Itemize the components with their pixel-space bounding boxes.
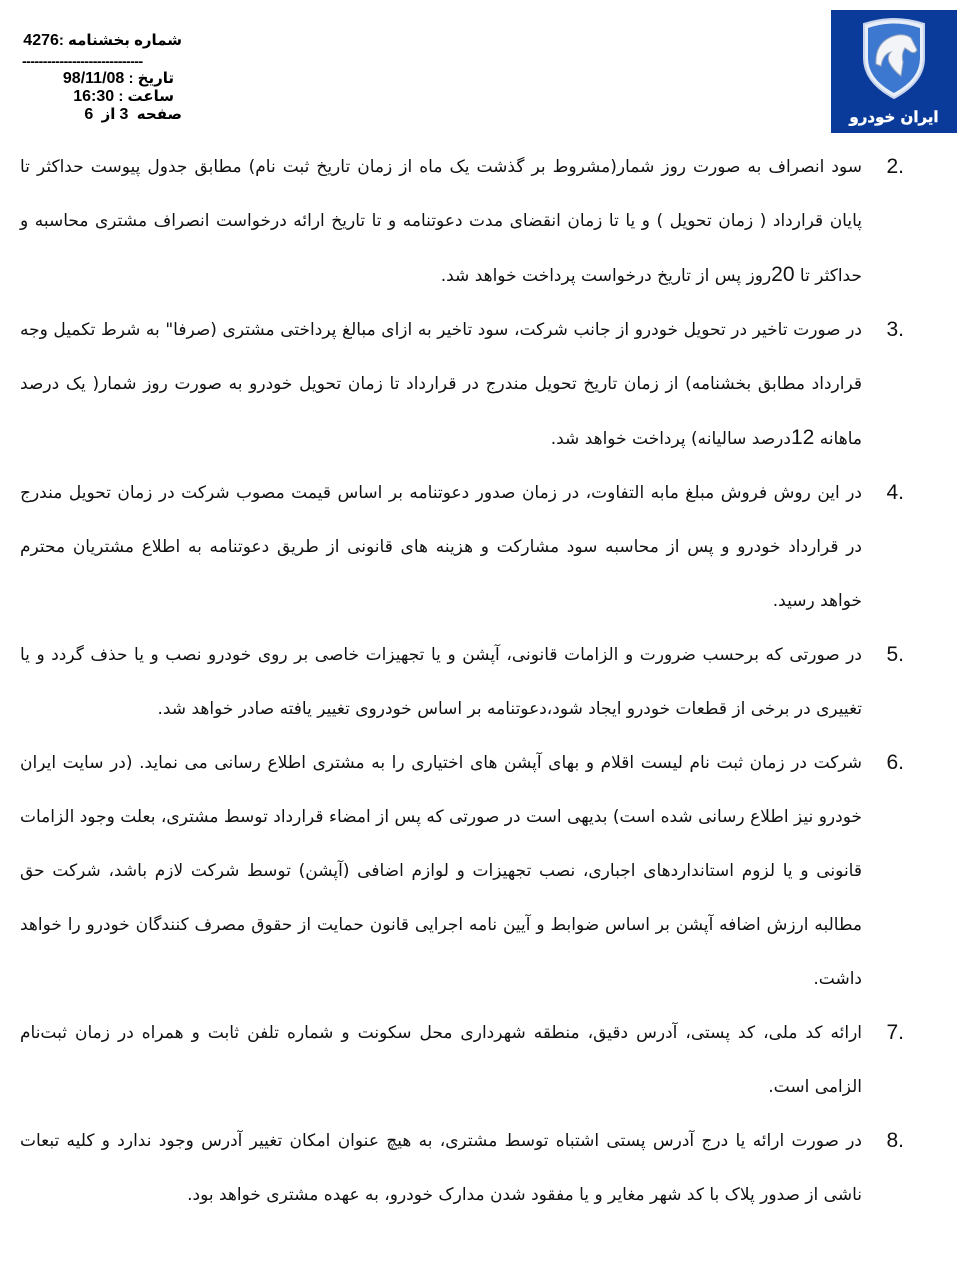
date-label: تاریخ : — [128, 70, 174, 87]
clause-3 — [20, 303, 904, 466]
clause-5 — [20, 628, 904, 736]
time-label: ساعت : — [118, 88, 174, 105]
date-value: 98/11/08 — [62, 70, 125, 87]
clause-number: 5. — [886, 643, 904, 666]
iran-khodro-logo — [831, 10, 957, 133]
clause-text: ارائه کد ملی، کد پستی، آدرس دقیق، منطقه شهرداری محل سکونت و شماره تلفن ثابت و همراه در زمان ثبت‌نام الزامی است. — [20, 1023, 862, 1097]
document-body — [20, 140, 904, 1222]
clause-text: در صورتی که برحسب ضرورت و الزامات قانونی، آپشن و یا تجهیزات خاصی بر روی خودرو نصب و یا حذف گردد و یا تغییری در برخی از قطعات خودرو ایجاد شود،دعوتنامه بر اساس خودروی تغییر یافته صادر خواهد شد. — [20, 645, 862, 719]
bulletin-number-row — [18, 32, 182, 50]
clause-number: 7. — [886, 1021, 904, 1044]
clause-8 — [20, 1114, 904, 1222]
clause-4 — [20, 466, 904, 628]
clause-text: سود انصراف به صورت روز شمار(مشروط بر گذشت یک ماه از زمان تاریخ ثبت نام) مطابق جدول پیوست حداکثر تا پایان قرارداد ( زمان تحویل ) و یا تا زمان انقضای مدت دعوتنامه و تا تاریخ ارائه درخواست انصراف مشتری محاسبه و حداکثر تا 20روز پس از تاریخ درخواست پرداخت خواهد شد. — [20, 157, 862, 286]
time-row — [18, 88, 182, 106]
clause-2 — [20, 140, 904, 303]
date-row — [18, 70, 182, 88]
page-row — [18, 106, 182, 124]
clause-text: در این روش فروش مبلغ مابه التفاوت، در زمان صدور دعوتنامه بر اساس قیمت مصوب شرکت در زمان تحویل مندرج در قرارداد خودرو و پس از محاسبه سود مشارکت و هزینه های قانونی از طریق دعوتنامه به اطلاع مشتریان محترم خواهد رسید. — [20, 483, 862, 611]
clause-6 — [20, 736, 904, 1006]
horse-shield-icon — [831, 10, 957, 133]
clause-number: 3. — [886, 318, 904, 341]
clause-number: 8. — [886, 1129, 904, 1152]
clause-number: 6. — [886, 751, 904, 774]
page-current: 3 — [119, 106, 129, 123]
svg-text:ایران خودرو: ایران خودرو — [849, 108, 939, 126]
clause-highlight-number: 20 — [771, 263, 795, 286]
clause-number: 4. — [886, 481, 904, 504]
page-of-label: از — [101, 106, 116, 123]
clause-number: 2. — [886, 155, 904, 178]
clause-text: در صورت ارائه یا درج آدرس پستی اشتباه توسط مشتری، به هیچ عنوان امکان تغییر آدرس وجود ندارد و کلیه تبعات ناشی از صدور پلاک با کد شهر مغایر و یا مفقود شدن مدارک خودرو، به عهده مشتری خواهد بود. — [20, 1131, 862, 1205]
bulletin-header — [18, 32, 182, 124]
clause-7 — [20, 1006, 904, 1114]
clause-highlight-number: 12 — [790, 426, 815, 449]
clause-text: در صورت تاخیر در تحویل خودرو از جانب شرکت، سود تاخیر به ازای مبالغ پرداختی مشتری (صرفا" به شرط تکمیل وجه قرارداد مطابق بخشنامه) از زمان تاریخ تحویل مندرج در قرارداد تا زمان تحویل خودرو به صورت روز شمار( یک درصد ماهانه 12درصد سالیانه) پرداخت خواهد شد. — [20, 320, 862, 449]
bulletin-number: 4276 — [23, 32, 59, 49]
time-value: 16:30 — [73, 88, 115, 105]
page-label: صفحه — [136, 106, 182, 123]
clause-text: شرکت در زمان ثبت نام لیست اقلام و بهای آپشن های اختیاری را به مشتری اطلاع رسانی می نماید. (در سایت ایران خودرو نیز اطلاع رسانی شده است) بدیهی است در صورتی که پس از امضاء قرارداد توسط مشتری، بعلت وجود الزامات قانونی و یا لزوم استانداردهای اجباری، نصب تجهیزات و لوازم اضافی (آپشن) توسط شرکت لازم باشد، شرکت حق مطالبه ارزش اضافه آپشن بر اساس ضوابط و آیین نامه اجرایی قانون حمایت از حقوق مصرف کنندگان خودرو را خواهد داشت. — [20, 753, 862, 989]
bulletin-number-label: شماره بخشنامه : — [58, 32, 182, 49]
page-total: 6 — [84, 106, 94, 123]
header-divider: ----------------------------- — [22, 54, 143, 68]
